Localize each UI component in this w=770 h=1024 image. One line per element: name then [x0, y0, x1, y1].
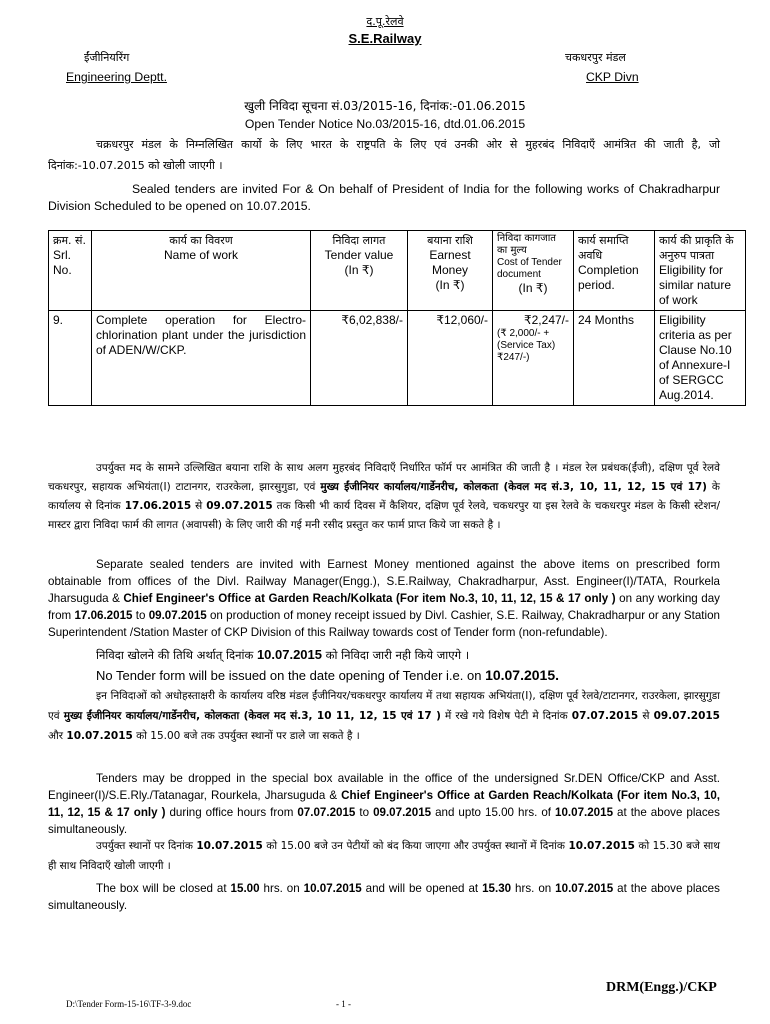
division-english: CKP Divn: [586, 70, 639, 84]
p8-t2: 15.30: [482, 882, 512, 895]
p8-d1: 10.07.2015: [303, 882, 362, 895]
p3-a: निविदा खोलने की तिथि अर्थात् दिनांक: [96, 648, 254, 662]
p7-date2: 10.07.2015: [568, 840, 635, 852]
p8-a: The box will be closed at: [96, 882, 227, 895]
table-row: [49, 311, 746, 406]
p7-a: उपर्युक्त स्थानों पर दिनांक: [96, 840, 193, 852]
p3-b: को निविदा जारी नही किये जाएगे ।: [325, 648, 470, 662]
p2-b: on any working day from: [48, 592, 720, 622]
p6-to: to: [359, 806, 370, 819]
p1-bold: मुख्य ईंजीनियर कार्यालय/गार्डेनरीच, कोलकता (केवल मद सं.3, 10, 11, 12, 15 एवं 17): [320, 481, 707, 493]
p8-t1: 15.00: [230, 882, 260, 895]
railway-name-english: S.E.Railway: [348, 31, 422, 46]
cell-period: 24 Months: [574, 311, 655, 406]
header-value-unit: (In ₹): [344, 263, 374, 277]
header-emd-unit: (In ₹): [435, 278, 465, 292]
p5-e: को 15.00 बजे तक उपर्युक्त स्थानों पर डाले जा सकते है ।: [136, 730, 360, 742]
p5-date1: 07.07.2015: [571, 710, 639, 722]
railway-name-hindi: द.पू.रेलवे: [366, 15, 404, 28]
p7-c: को 15.30 बजे साथ ही साथ निविदाएँ खोली जाएगी ।: [48, 840, 720, 872]
p5-a: इन निविदाओं को अधोहस्ताक्षरी के कार्यालय वरिष्ठ मंडल ईंजीनियर/चकधरपुर कार्यालय में तथा सहायक अभियंता(I), दक्षिण पूर्व रेलवे/टाटानगर, राउरकेला, झारसुगुडा एवं: [48, 690, 720, 722]
paragraph-6-english: [48, 770, 720, 838]
department-english: Engineering Deptt.: [66, 70, 167, 84]
paragraph-4-english: [96, 667, 559, 683]
header-tender-cost: [493, 231, 574, 311]
paragraph-5-hindi: [48, 686, 720, 746]
p7-date1: 10.07.2015: [196, 840, 263, 852]
header-cost-hindi: निविदा कागजात का मुल्य: [497, 233, 556, 256]
cell-tender-cost: [493, 311, 574, 406]
header-emd-english: Earnest Money: [429, 248, 471, 277]
header-completion-period: [574, 231, 655, 311]
division-hindi: चकधरपुर मंडल: [565, 51, 626, 64]
cell-tender-value: ₹6,02,838/-: [311, 311, 408, 406]
p6-bold: Chief Engineer's Office at Garden Reach/Kolkata (For item No.3, 10, 11, 12, 15 & 17 only ): [48, 789, 720, 819]
p8-c: and will be opened at: [365, 882, 479, 895]
cell-earnest-money: ₹12,060/-: [408, 311, 493, 406]
p8-e: hrs. on: [515, 882, 552, 895]
p6-date3: 10.07.2015: [555, 806, 614, 819]
notice-title-hindi: खुली निविदा सूचना सं.03/2015-16, दिनांक:-01.06.2015: [244, 99, 526, 113]
p1-date1: 17.06.2015: [124, 500, 192, 512]
header-period-english: Completion period.: [578, 263, 639, 292]
p6-date1: 07.07.2015: [297, 806, 356, 819]
p8-b: hrs. on: [263, 882, 300, 895]
p5-date3: 10.07.2015: [66, 730, 133, 742]
header-period-hindi: कार्य समाप्ति अवधि: [578, 234, 629, 262]
p6-d: at the above places simultaneously.: [48, 806, 720, 836]
signature-drm: DRM(Engg.)/CKP: [606, 980, 717, 995]
p2-text: Separate sealed tenders are invited with Earnest Money mentioned against the above items on prescribed form obtainable from offices of the Divl. Railway Manager(Engg.), S.E.Railway, Chakradharpur, Asst. Engineer(I)/TATA, Rourkela Jharsuguda &: [48, 558, 720, 605]
p5-bold: मुख्य ईंजीनियर कार्यालय/गार्डेनरीच, कोलकता (केवल मद सं.3, 10 11, 12, 15 एवं 17 ): [63, 710, 441, 722]
header-cost-unit: (In ₹): [518, 281, 548, 295]
p5-d: और: [48, 730, 64, 742]
header-work-hindi: कार्य का विवरण: [169, 234, 233, 247]
header-tender-value: [311, 231, 408, 311]
header-value-english: Tender value: [324, 248, 394, 262]
p8-d2: 10.07.2015: [555, 882, 614, 895]
p1-date2: 09.07.2015: [206, 500, 273, 512]
header-earnest-money: [408, 231, 493, 311]
p2-c: on production of money receipt issued by Divl. Cashier, S.E. Railway, Chakradharpur or any Station Superintendent /Station Master of CKP Division of this Railway towards cost of Tender form (non-refundable).: [48, 609, 720, 639]
p2-bold: Chief Engineer's Office at Garden Reach/Kolkata (For item No.3, 10, 11, 12, 15 & 17 only ): [123, 592, 616, 605]
p6-c: and upto 15.00 hrs. of: [435, 806, 551, 819]
paragraph-8-english: [48, 880, 720, 914]
header-work: [92, 231, 311, 311]
notice-title-english: Open Tender Notice No.03/2015-16, dtd.01.06.2015: [244, 117, 526, 131]
cell-work: Complete operation for Electro-chlorination plant under the jurisdiction of ADEN/W/CKP.: [92, 311, 311, 406]
cell-srl: 9.: [49, 311, 92, 406]
department-hindi: ईंजीनियरिंग: [84, 51, 130, 64]
paragraph-2-english: [48, 556, 720, 641]
p4-date: 10.07.2015.: [485, 667, 560, 683]
cell-cost-main: ₹2,247/-: [524, 313, 569, 327]
paragraph-7-hindi: [48, 836, 720, 876]
p4-a: No Tender form will be issued on the date opening of Tender i.e. on: [96, 668, 482, 683]
p1-mid: से: [195, 500, 203, 512]
header-value-hindi: निविदा लागत: [332, 234, 386, 247]
intro-english: Sealed tenders are invited For & On behalf of President of India for the following works of Chakradharpur Division Scheduled to be opened on 10.07.2015.: [48, 182, 720, 213]
header-eligibility: [655, 231, 746, 311]
paragraph-3-hindi: [96, 647, 469, 663]
header-elig-english: Eligibility for similar nature of work: [659, 263, 732, 307]
page-number: - 1 -: [336, 999, 351, 1009]
cell-eligibility: Eligibility criteria as per Clause No.10 of Annexure-I of SERGCC Aug.2014.: [655, 311, 746, 406]
p3-date: 10.07.2015: [256, 647, 323, 662]
p5-c: से: [642, 710, 650, 722]
p1-text: उपर्युक्त मद के सामने उल्लिखित बयाना राशि के साथ अलग मुहरबंद निविदाएँ निर्धारित फॉर्म पर आमंत्रित की जाती है । मंडल रेल प्रबंधक(ईंजी), दक्षिण पूर्व रेलवे चकधरपुर, सहायक अभियंता(I) टाटानगर, राउरकेला, झारसुगुडा, एवं: [48, 462, 720, 493]
cell-cost-detail: (₹ 2,000/- +(Service Tax) ₹247/-): [497, 328, 556, 363]
p2-to: to: [135, 609, 146, 622]
p6-date2: 09.07.2015: [373, 806, 432, 819]
p1-tail2: तक किसी भी कार्य दिवस में कैशियर, दक्षिण पूर्व रेलवे, चकधरपुर या इस रेलवे के चकधरपुर मंडल के किसी स्टेशन/मास्टर द्वारा निविदा फार्म की लागत (अवापसी) के लिए जारी की गई मनी रसीद प्रस्तुत कर फार्म प्राप्त किये जा सकते है ।: [48, 500, 720, 531]
file-path: D:\Tender Form-15-16\TF-3-9.doc: [66, 999, 192, 1009]
header-srl: [49, 231, 92, 311]
tender-table: [48, 230, 746, 406]
p2-date1: 17.06.2015: [74, 609, 133, 622]
p6-a: Tenders may be dropped in the special box available in the office of the undersigned Sr.DEN Office/CKP and Asst. Engineer(I)/S.E.Rly./Tatanagar, Rourkela, Jharsuguda &: [48, 772, 720, 802]
p2-date2: 09.07.2015: [148, 609, 207, 622]
table-header-row: [49, 231, 746, 311]
header-elig-hindi: कार्य की प्राकृति के अनुरुप पात्रता: [659, 234, 734, 262]
p6-b: during office hours from: [169, 806, 294, 819]
p1-tail1: के कार्यालय से दिनांक: [48, 481, 720, 512]
intro-hindi: चक्रधरपुर मंडल के निम्नलिखित कार्यो के लिए भारत के राष्ट्रपति के लिए एवं उनकी ओर से मुहरबंद निविदाएँ आमंत्रित की जाती है, जो दिनांक:-10.07.2015 को खोली जाएगी ।: [48, 138, 720, 172]
p5-b: में रखे गये विशेष पेटी मे दिनांक: [445, 710, 568, 722]
header-work-english: Name of work: [163, 248, 239, 262]
header-srl-hindi: क्रम. सं.: [53, 234, 86, 247]
p5-date2: 09.07.2015: [653, 710, 720, 722]
p8-f: at the above places simultaneously.: [48, 882, 720, 912]
header-srl-english: Srl. No.: [53, 248, 72, 277]
header-cost-english: Cost of Tender document: [497, 257, 562, 280]
header-emd-hindi: बयाना राशि: [427, 234, 473, 247]
p7-b: को 15.00 बजे उन पेटीयों को बंद किया जाएगा और उपर्युक्त स्थानों में दिनांक: [266, 840, 565, 852]
paragraph-1-hindi: [48, 459, 720, 535]
